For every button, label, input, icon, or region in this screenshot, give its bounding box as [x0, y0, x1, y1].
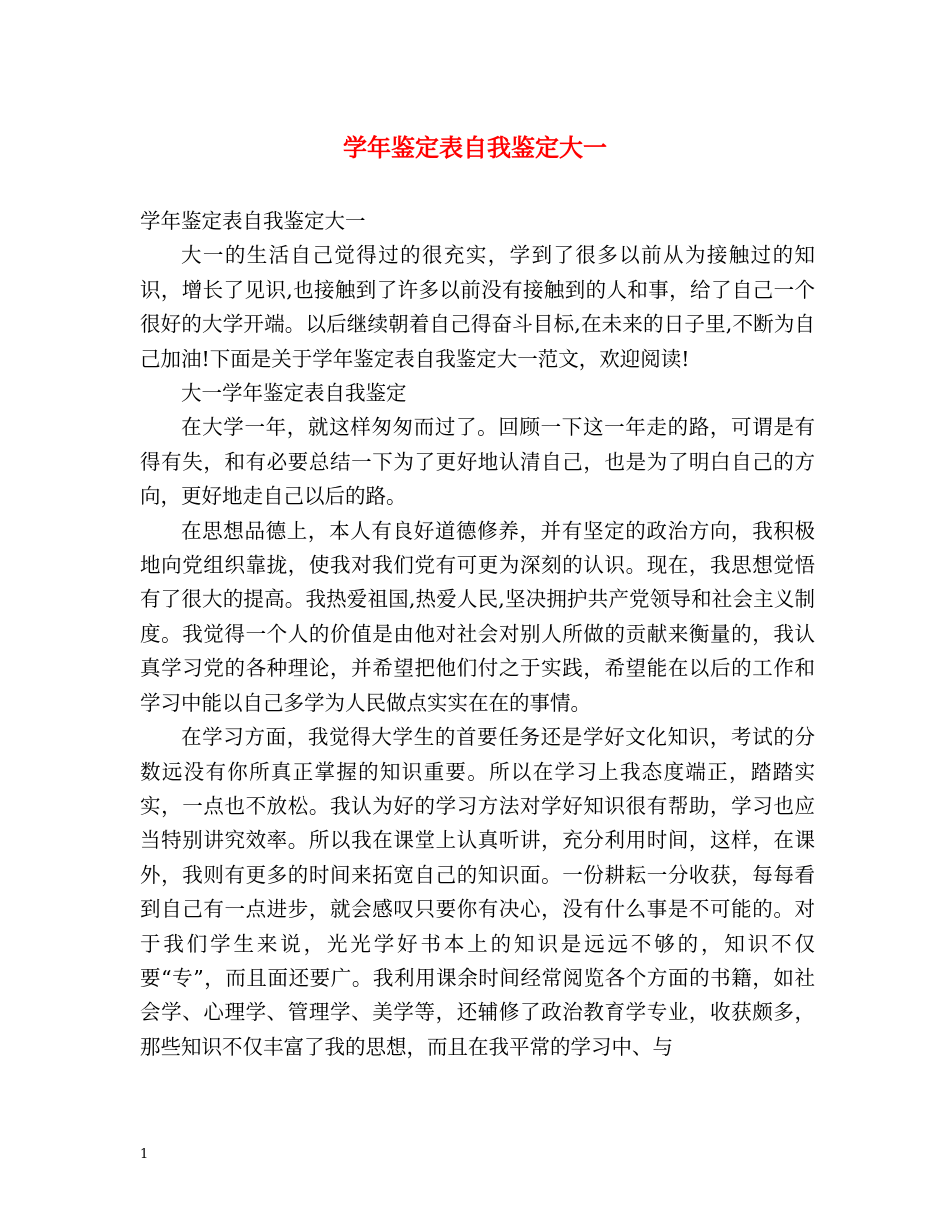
body-paragraph: 大一的生活自己觉得过的很充实，学到了很多以前从为接触过的知识，增长了见识,也接触到了许多以前没有接触到的人和事，给了自己一个很好的大学开端。以后继续朝着自己得奋斗目标,在未来的日子里,不断为自己加油!下面是关于学年鉴定表自我鉴定大一范文，欢迎阅读!: [140, 243, 815, 371]
body-paragraph-heading: 学年鉴定表自我鉴定大一: [140, 209, 366, 233]
body-subheading: 大一学年鉴定表自我鉴定: [181, 381, 407, 406]
document-body: [140, 204, 815, 1064]
body-paragraph: 在思想品德上，本人有良好道德修养，并有坚定的政治方向，我积极地向党组织靠拢，使我对我们党有可更为深刻的认识。现在，我思想觉悟有了很大的提高。我热爱祖国,热爱人民,坚决拥护共产党领导和社会主义制度。我觉得一个人的价值是由他对社会对别人所做的贡献来衡量的，我认真学习党的各种理论，并希望把他们付之于实践，希望能在以后的工作和学习中能以自己多学为人民做点实实在在的事情。: [140, 518, 815, 715]
body-paragraph: 在大学一年，就这样匆匆而过了。回顾一下这一年走的路，可谓是有得有失，和有必要总结一下为了更好地认清自己，也是为了明白自己的方向，更好地走自己以后的路。: [140, 415, 815, 509]
body-paragraph: 在学习方面，我觉得大学生的首要任务还是学好文化知识，考试的分数远没有你所真正掌握的知识重要。所以在学习上我态度端正，踏踏实实，一点也不放松。我认为好的学习方法对学好知识很有帮助，学习也应当特别讲究效率。所以我在课堂上认真听讲，充分利用时间，这样，在课外，我则有更多的时间来拓宽自己的知识面。一份耕耘一分收获，每每看到自己有一点进步，就会感叹只要你有决心，没有什么事是不可能的。对于我们学生来说，光光学好书本上的知识是远远不够的，知识不仅要“专”，而且面还要广。我利用课余时间经常阅览各个方面的书籍，如社会学、心理学、管理学、美学等，还辅修了政治教育学专业，收获颇多，那些知识不仅丰富了我的思想，而且在我平常的学习中、与: [140, 725, 815, 1059]
document-title: 学年鉴定表自我鉴定大一: [343, 133, 607, 162]
page-number: 1: [140, 1147, 149, 1162]
